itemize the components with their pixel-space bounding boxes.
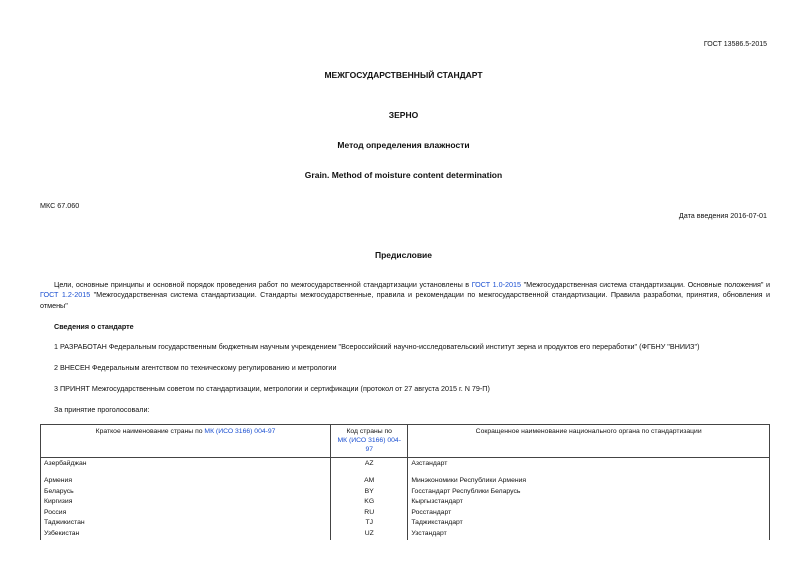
table-spacer-row <box>41 470 770 477</box>
country-cell: Азербайджан <box>41 457 331 470</box>
col-header-code-text: Код страны по <box>346 428 392 435</box>
table-row <box>41 530 770 541</box>
spacer-cell <box>41 470 331 477</box>
preface-heading: Предисловие <box>374 250 433 260</box>
org-cell: Таджикстандарт <box>408 519 770 530</box>
col-header-code <box>331 425 408 458</box>
code-cell: AZ <box>331 457 408 470</box>
org-cell: Азстандарт <box>408 457 770 470</box>
country-cell: Киргизия <box>41 498 331 509</box>
org-cell: Минэкономики Республики Армения <box>408 477 770 488</box>
standard-type-title: МЕЖГОСУДАРСТВЕННЫЙ СТАНДАРТ <box>324 70 483 80</box>
document-id: ГОСТ 13586.5-2015 <box>703 41 767 48</box>
org-cell: Узстандарт <box>408 530 770 541</box>
spacer-cell <box>331 470 408 477</box>
info-item-submitted: 2 ВНЕСЕН Федеральным агентством по техническому регулированию и метрологии <box>54 363 337 372</box>
table-row <box>41 519 770 530</box>
voting-countries-table <box>40 424 770 540</box>
code-cell: AM <box>331 477 408 488</box>
method-title-ru: Метод определения влажности <box>337 140 470 150</box>
code-cell: KG <box>331 498 408 509</box>
mk-iso-link[interactable]: МК (ИСО 3166) 004-97 <box>337 437 401 454</box>
table-row <box>41 498 770 509</box>
gost-1-2-link[interactable]: ГОСТ 1.2-2015 <box>40 290 91 300</box>
subject-title: ЗЕРНО <box>388 110 419 120</box>
spacer-cell <box>408 470 770 477</box>
table-row <box>41 457 770 470</box>
code-cell: UZ <box>331 530 408 541</box>
country-cell: Беларусь <box>41 488 331 499</box>
country-cell: Армения <box>41 477 331 488</box>
code-cell: RU <box>331 509 408 520</box>
country-cell: Узбекистан <box>41 530 331 541</box>
introduction-date: Дата введения 2016-07-01 <box>678 211 767 220</box>
org-cell: Кыргызстандарт <box>408 498 770 509</box>
org-cell: Госстандарт Республики Беларусь <box>408 488 770 499</box>
country-cell: Таджикистан <box>41 519 331 530</box>
table-row <box>41 509 770 520</box>
org-cell: Росстандарт <box>408 509 770 520</box>
code-cell: BY <box>331 488 408 499</box>
voted-label: За принятие проголосовали: <box>54 405 150 414</box>
gost-1-0-link[interactable]: ГОСТ 1.0-2015 <box>471 280 522 289</box>
method-title-en: Grain. Method of moisture content determination <box>304 170 503 180</box>
country-cell: Россия <box>41 509 331 520</box>
info-item-developed: 1 РАЗРАБОТАН Федеральным государственным бюджетным научным учреждением "Всероссийский научно-исследовательский институт зерна и продуктов его переработки" (ФГБНУ "ВНИИЗ") <box>54 342 700 351</box>
standard-info-title: Сведения о стандарте <box>54 322 134 331</box>
preface-text-part: "Межгосударственная система стандартизации. Основные положения" и <box>521 280 770 289</box>
table-row <box>41 477 770 488</box>
code-cell: TJ <box>331 519 408 530</box>
col-header-country <box>41 425 331 458</box>
mk-iso-link[interactable]: МК (ИСО 3166) 004-97 <box>204 428 276 435</box>
table-row <box>41 488 770 499</box>
mks-code: МКС 67.060 <box>40 201 80 210</box>
col-header-org: Сокращенное наименование национального органа по стандартизации <box>408 425 770 458</box>
preface-paragraph <box>40 280 770 311</box>
info-item-adopted: 3 ПРИНЯТ Межгосударственным советом по стандартизации, метрологии и сертификации (протокол от 27 августа 2015 г. N 79-П) <box>54 384 490 393</box>
preface-text-part: "Межгосударственная система стандартизации. Стандарты межгосударственные, правила и рекомендации по межгосударственной стандартизации. Правила разработки, принятия, обновления и отмены" <box>40 290 770 310</box>
col-header-country-text: Краткое наименование страны по <box>95 428 205 435</box>
preface-text-part: Цели, основные принципы и основной порядок проведения работ по межгосударственной стандартизации установлены в <box>54 280 472 289</box>
